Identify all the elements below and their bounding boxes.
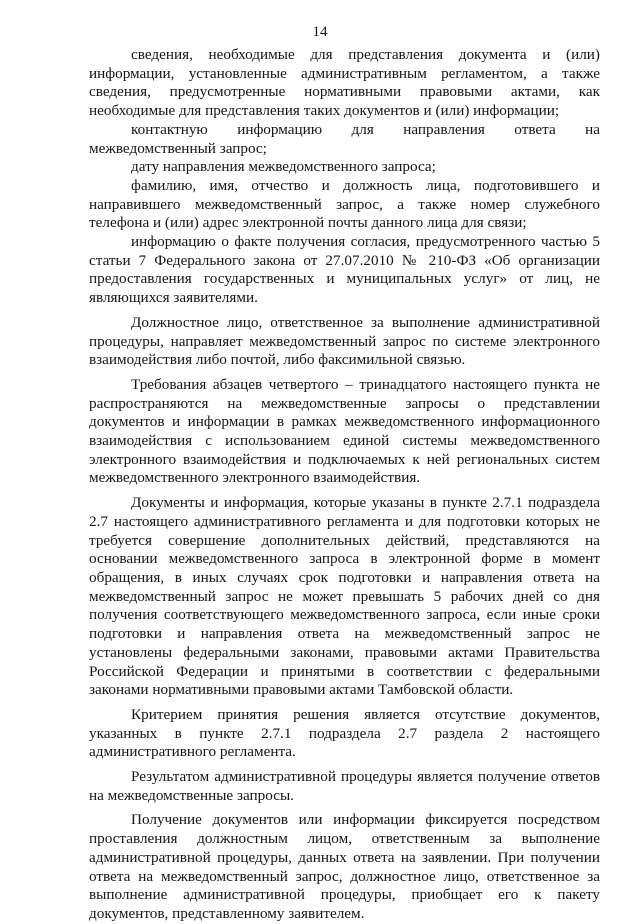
paragraph-response-deadlines: Документы и информация, которые указаны в пункте 2.7.1 подраздела 2.7 настоящего административного регламента и для подготовки которых не требуется совершение дополнительных действий, представляются на основании межведомственного запроса в электронной форме в момент обращения, в иных случаях срок подготовки и направления ответа на межведомственный запрос не может превышать 5 рабочих дней со дня получения соответствующего межведомственного запроса, если иные сроки подготовки и направления ответа на межведомственный запрос не установлены федеральными законами, правовыми актами Правительства Российской Федерации и принятыми в соответствии с федеральными законами нормативными правовыми актами Тамбовской области. [89,494,600,699]
paragraph-official-sends-request: Должностное лицо, ответственное за выполнение административной процедуры, направляет межведомственный запрос по системе электронного взаимодействия либо почтой, либо факсимильной связью. [89,313,600,369]
paragraph-required-information: сведения, необходимые для представления документа и (или) информации, установленные административным регламентом, а также сведения, предусмотренные нормативными правовыми актами, как необходимые для представления таких документов и (или) информации; [89,46,600,120]
paragraph-procedure-result: Результатом административной процедуры является получение ответов на межведомственные запросы. [89,768,600,804]
paragraph-result-recording: Получение документов или информации фиксируется посредством проставления должностным лицом, ответственным за выполнение административной процедуры, данных ответа на заявлении. При получении ответа на межведомственный запрос, должностное лицо, ответственное за выполнение административной процедуры, приобщает его к пакету документов, представленному заявителем. [89,811,600,922]
paragraph-request-date: дату направления межведомственного запроса; [131,158,436,176]
paragraph-requirements-exemption: Требования абзацев четвертого – тринадцатого настоящего пункта не распространяются на межведомственные запросы о представлении документов и информации в рамках межведомственного информационного взаимодействия с использованием единой системы межведомственного электронного взаимодействия и подключаемых к ней региональных систем межведомственного электронного взаимодействия. [89,375,600,487]
paragraph-decision-criterion: Критерием принятия решения является отсутствие документов, указанных в пункте 2.7.1 подраздела 2.7 раздела 2 настоящего административного регламента. [89,705,600,761]
paragraph-contact-information: контактную информацию для направления ответа на межведомственный запрос; [89,120,600,157]
paragraph-responsible-person: фамилию, имя, отчество и должность лица, подготовившего и направившего межведомственный запрос, а также номер служебного телефона и (или) адрес электронной почты данного лица для связи; [89,176,600,232]
document-body [89,46,600,924]
paragraph-consent-information: информацию о факте получения согласия, предусмотренного частью 5 статьи 7 Федерального закона от 27.07.2010 № 210-ФЗ «Об организации предоставления государственных и муниципальных услуг» от лиц, не являющихся заявителями. [89,233,600,307]
page-number: 14 [312,24,328,40]
